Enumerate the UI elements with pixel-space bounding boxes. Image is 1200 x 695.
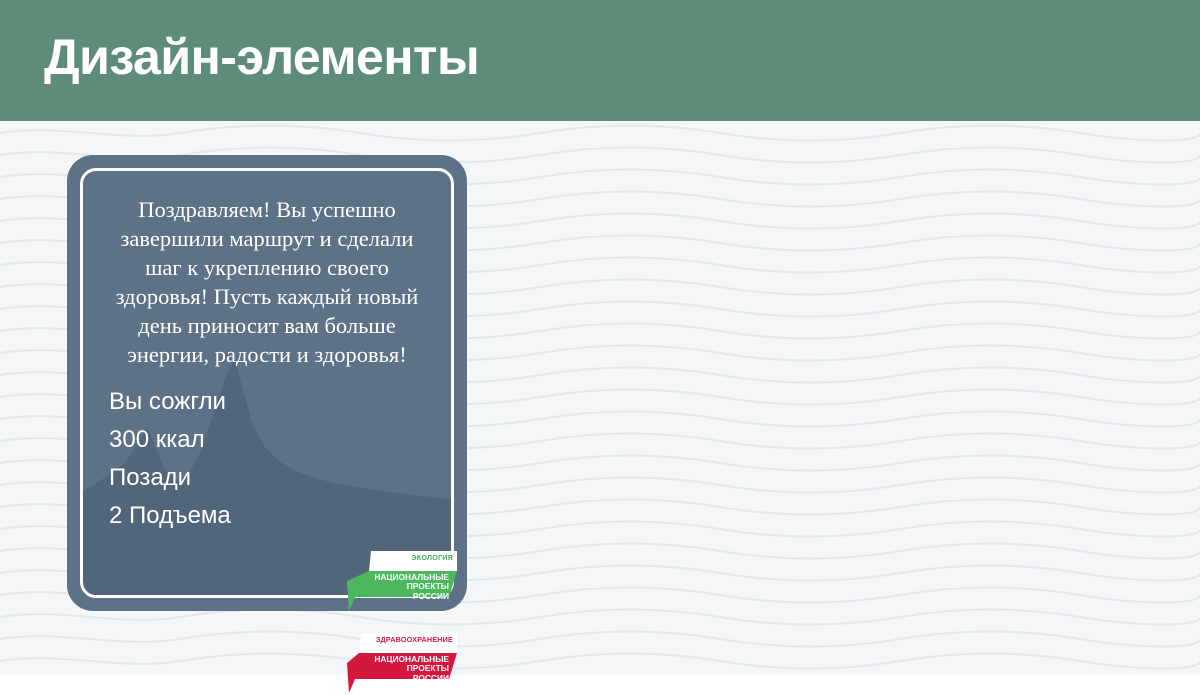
logo-ecology-line3: РОССИИ — [412, 590, 449, 601]
header-band — [0, 0, 1200, 121]
logo-healthcare-line3: РОССИИ — [412, 672, 449, 683]
logo-healthcare-top-label: ЗДРАВООХРАНЕНИЕ — [375, 635, 453, 644]
stat-climbs-value: 2 Подъема — [109, 501, 231, 529]
logo-ecology-top-label: ЭКОЛОГИЯ — [411, 553, 453, 562]
logo-ecology-line1: НАЦИОНАЛЬНЫЕ — [374, 572, 449, 582]
page-title: Дизайн-элементы — [44, 29, 480, 85]
logo-ecology — [347, 551, 457, 613]
stats-list — [109, 383, 425, 535]
stat-calories-value: 300 ккал — [109, 426, 205, 453]
result-card — [67, 155, 467, 683]
card-content — [83, 171, 451, 595]
logo-healthcare-line2: ПРОЕКТЫ — [406, 663, 449, 674]
logo-healthcare-line1: НАЦИОНАЛЬНЫЕ — [374, 654, 449, 664]
logo-ecology-line2: ПРОЕКТЫ — [406, 581, 449, 592]
logo-healthcare — [347, 633, 457, 695]
congratulations-text: Поздравляем! Вы успешно завершили маршрут и сделали шаг к укреплению своего здоровья! Пусть каждый новый день приносит вам больше энергии, радости и здоровья! — [115, 197, 419, 368]
stat-climbs-label: Позади — [109, 463, 192, 491]
stat-calories-label: Вы сожгли — [109, 388, 226, 416]
